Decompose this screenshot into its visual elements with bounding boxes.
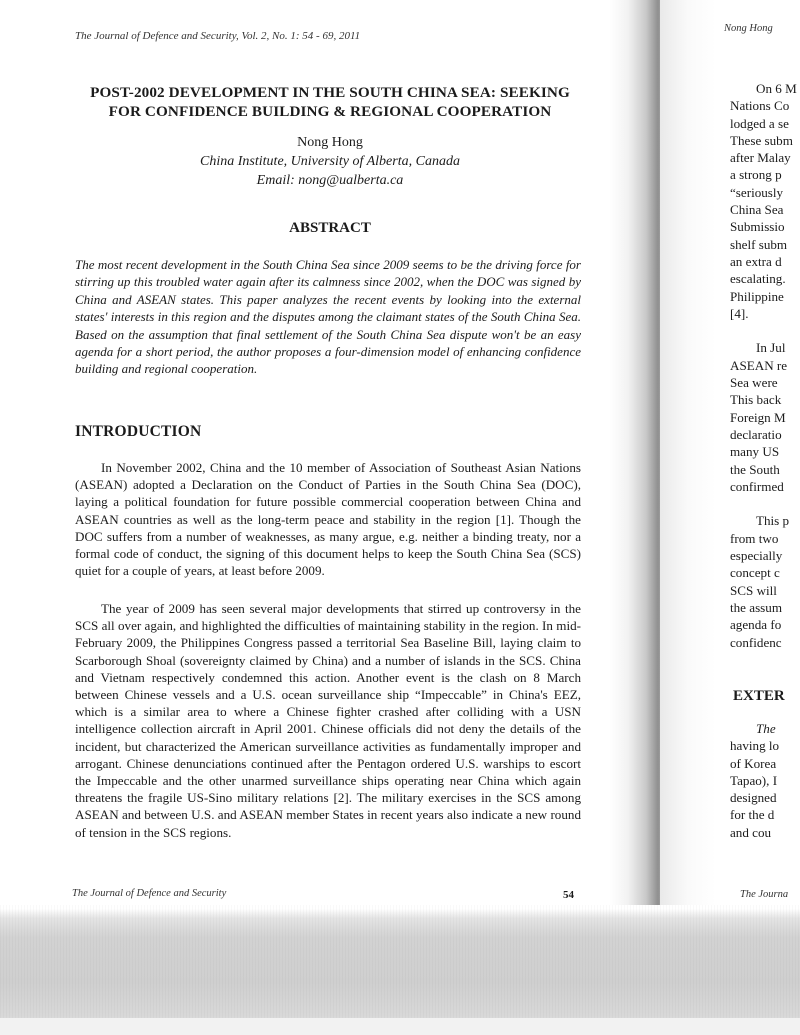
right-line: having lo	[730, 738, 780, 754]
abstract-text: The most recent development in the South China Sea since 2009 seems to be the driving force for stirring up this troubled water again after its calmness since 2002, when the DOC was signed by China and ASEAN states. This paper analyzes the recent events by looking into the external states' interests in this region and the disputes among the claimant states of the South China Sea. Based on the assumption that final settlement of the South China Sea dispute won't be an easy agenda for a short period, the author proposes a four-dimension model of enhancing confidence building and regional cooperation.	[75, 257, 581, 377]
scan-bottom-edge	[0, 1018, 800, 1035]
right-line: from two	[730, 530, 779, 546]
right-line: the assum	[730, 599, 783, 615]
right-line: after Malay	[730, 150, 791, 166]
right-line: Submissio	[730, 219, 785, 235]
right-line: concept c	[730, 565, 780, 581]
right-line: shelf subm	[730, 236, 788, 252]
right-line: “seriously	[730, 184, 784, 200]
introduction-heading: INTRODUCTION	[75, 423, 202, 440]
right-section-heading: EXTER	[733, 688, 785, 704]
right-line: of Korea	[730, 755, 777, 771]
right-text-column-2	[730, 720, 800, 841]
paragraph-2: The year of 2009 has seen several major developments that stirred up controversy in the SCS all over again, and highlighted the difficulties of maintaining stability in the region. In mid-February 2009, the Philippines Congress passed a territorial Sea Baseline Bill, laying claim to Scarborough Shoal (sovereignty claimed by China) and a number of islands in the SCS. China and Vietnam respectively condemned this action. Another event is the clash on 8 March between Chinese vessels and a U.S. ocean surveillance ship “Impeccable” in China's EEZ, which is a similar area to where a Chinese fighter crashed after colliding with a USN intelligence collection aircraft in April 2001. Chinese officials did not deny the details of the incident, but characterized the American surveillance activities as fundamentally improper and arrogant. Chinese denunciations continued after the Pentagon ordered U.S. warships to escort the Impeccable and the other unarmed surveillance ships operating near China which again threatens the fragile US-Sino military relations [2]. The military exercises in the SCS among ASEAN and between U.S. and ASEAN member States in recent years also indicate a new round of tension in the SCS regions.	[75, 601, 581, 840]
journal-footer: The Journal of Defence and Security	[72, 888, 227, 899]
right-line: Tapao), I	[730, 772, 778, 788]
right-line: and cou	[730, 824, 772, 840]
right-line: This p	[756, 513, 790, 529]
page-number: 54	[563, 889, 574, 901]
right-line: Philippine	[730, 288, 784, 304]
right-line: Sea were	[730, 375, 778, 391]
right-line: On 6 M	[756, 81, 797, 96]
right-line: declaratio	[730, 426, 782, 442]
paragraph-1: In November 2002, China and the 10 member of Association of Southeast Asian Nations (ASEAN) adopted a Declaration on the Conduct of Parties in the South China Sea (DOC), laying a political foundation for future possible commercial cooperation between China and ASEAN countries as well as the long-term peace and stability in the region [1]. Though the DOC suffers from a number of weaknesses, as many argue, e.g. neither a binding treaty, nor a formal code of conduct, the signing of this document helps to keep the South China Sea (SCS) quiet for a couple of years, at least before 2009.	[75, 460, 581, 579]
running-head: The Journal of Defence and Security, Vol. 2, No. 1: 54 - 69, 2011	[75, 30, 361, 42]
right-line: ASEAN re	[730, 357, 788, 373]
abstract-heading: ABSTRACT	[289, 220, 371, 236]
right-line: the South	[730, 461, 780, 477]
author-affiliation: China Institute, University of Alberta, Canada	[200, 154, 460, 169]
article-title: POST-2002 DEVELOPMENT IN THE SOUTH CHINA SEA: SEEKING FOR CONFIDENCE BUILDING & REGIONAL COOPERATION	[90, 84, 570, 120]
right-text-column	[730, 80, 800, 651]
right-line: escalating.	[730, 271, 786, 287]
right-line: especially	[730, 548, 783, 564]
right-line: an extra d	[730, 253, 782, 269]
author-name: Nong Hong	[297, 135, 363, 150]
right-running-head: Nong Hong	[724, 23, 773, 34]
right-line: designed	[730, 790, 777, 806]
right-line: Foreign M	[730, 409, 786, 425]
right-line: China Sea	[730, 202, 784, 218]
right-page	[660, 0, 800, 930]
right-line: lodged a se	[730, 115, 789, 131]
right-line: In Jul	[756, 340, 786, 356]
author-email: Email: nong@ualberta.ca	[256, 173, 404, 188]
right-line: agenda fo	[730, 617, 782, 633]
right-line: for the d	[730, 807, 775, 823]
right-line: This back	[730, 392, 782, 408]
right-line: a strong p	[730, 167, 782, 183]
scanner-bed-shadow	[0, 905, 800, 1035]
right-line: SCS will	[730, 582, 777, 598]
right-line: confirmed	[730, 478, 784, 494]
right-footer: The Journa	[740, 889, 789, 900]
right-line: [4].	[730, 305, 749, 321]
right-line: many US	[730, 444, 780, 460]
right-line: Nations Co	[730, 98, 790, 114]
right-line: confidenc	[730, 634, 782, 650]
right-line: These subm	[730, 132, 793, 148]
right-line: The	[756, 721, 776, 736]
